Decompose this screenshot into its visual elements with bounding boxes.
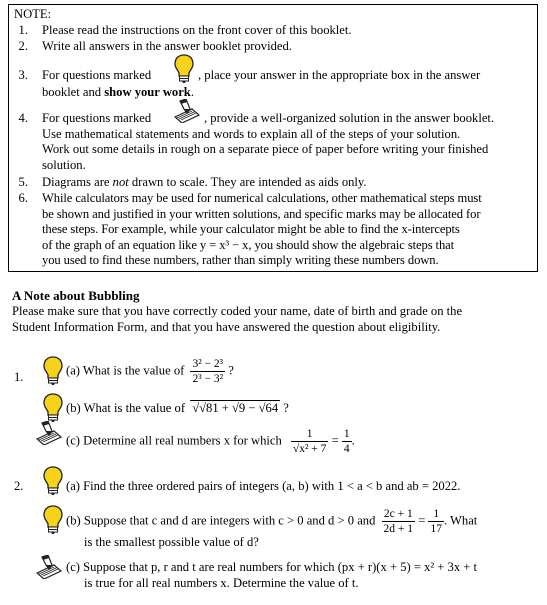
note-heading: NOTE:	[14, 7, 52, 21]
q2a: (a) Find the three ordered pairs of integers (a, b) with 1 < a < b and ab = 2022.	[66, 479, 461, 493]
lightbulb-icon	[43, 356, 63, 390]
q2b: (b) Suppose that c and d are integers with c > 0 and d > 0 and $\frac{2c + 1}{2d + 1}$ = $\frac{1}{17}$ . What	[66, 508, 478, 535]
lightbulb-icon	[43, 466, 63, 500]
q2c-line2: is true for all real numbers x. Determine the value of t.	[84, 576, 359, 590]
pencil-paper-icon	[174, 99, 200, 128]
pencil-paper-icon	[36, 555, 62, 583]
q1-number: 1.	[14, 370, 24, 384]
lightbulb-icon	[43, 505, 63, 539]
pencil-paper-icon	[36, 421, 62, 449]
note-item-4: 4. For questions marked , provide a well-organized solution in the answer booklet. Use mathematical statements and words to explain all of the steps of your solution. Work out some details in rough on a separate piece of paper before writing your finished solution.	[14, 111, 538, 177]
note-item-6: 6. While calculators may be used for numerical calculations, other mathematical steps must be shown and justified in your written solutions, and specific marks may be allocated for these steps. For example, while your calculator might be able to find the x-intercepts of the graph of an equation like y = x³ − x, you should show the algebraic steps that you used to find these numbers, rather than simply writing these numbers down.	[18, 191, 482, 267]
bubbling-line-2: Student Information Form, and that you have answered the question about eligibility.	[12, 320, 441, 334]
q1b: (b) What is the value of √√81 + √9 − √64 ?	[66, 401, 289, 415]
lightbulb-icon	[174, 54, 194, 89]
bubbling-line-1: Please make sure that you have correctly coded your name, date of birth and grade on the	[12, 304, 463, 318]
q2b-line2: is the smallest possible value of d?	[84, 535, 259, 549]
q1c: (c) Determine all real numbers x for which $\frac{1}{\text{√x² + 7}}$ = $\frac{1}{4}$ .	[66, 428, 355, 455]
q2-number: 2.	[14, 479, 24, 493]
note-item-3: 3. For questions marked , place your answer in the appropriate box in the answer booklet and show your work.	[14, 68, 534, 102]
q2c-line1: (c) Suppose that p, r and t are real numbers for which (px + r)(x + 5) = x² + 3x + t	[66, 560, 478, 574]
bubbling-title: A Note about Bubbling	[12, 288, 140, 303]
q1a: (a) What is the value of $\frac{\text{3² − 2³}}{\text{2³ − 3²}}$ ?	[66, 358, 234, 385]
